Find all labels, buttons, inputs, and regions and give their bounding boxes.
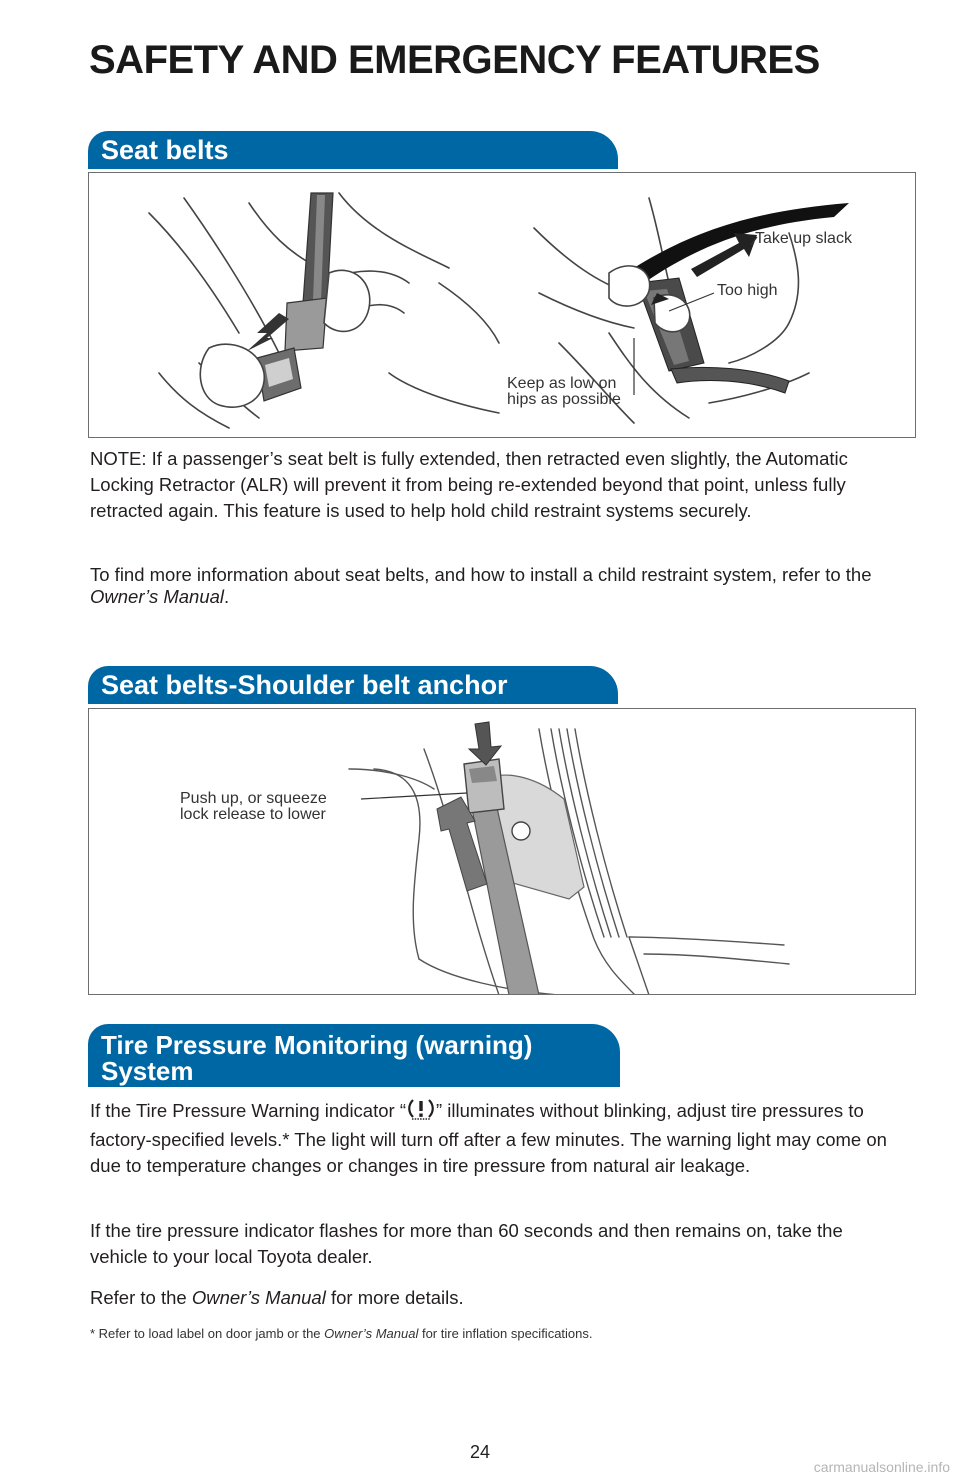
section-header-label xyxy=(101,1032,532,1084)
callout-too-high: Too high xyxy=(717,282,778,299)
seat-belt-illustration xyxy=(88,172,916,438)
footnote-suffix: for tire inflation specifications. xyxy=(421,1326,593,1341)
callout-take-up-slack: Take up slack xyxy=(755,230,852,247)
tpms-para3-manual: Owner’s Manual xyxy=(191,1287,326,1308)
seat-belt-note: NOTE: If a passenger’s seat belt is fully extended, then retracted even slightly, the Automatic Locking Retractor (ALR) will prevent it from being re-extended beyond that point, unless fully retracted again. This feature is used to help hold child restraint systems securely. xyxy=(90,448,848,521)
tpms-para3-prefix: Refer to the xyxy=(90,1287,187,1308)
more-info-suffix: . xyxy=(224,586,230,607)
watermark: carmanualsonline.info xyxy=(813,1459,950,1475)
section-header-label: Seat belts xyxy=(101,135,229,165)
section-header-seat-belts xyxy=(88,131,618,169)
more-info-prefix: To find more information about seat belts, and how to install a child restraint system, refer to the xyxy=(90,564,872,585)
callout-keep-low-line2: hips as possible xyxy=(507,391,621,408)
tpms-para1-suffix: ” illuminates without blinking, adjust tire pressures to factory-specified levels.* The light will turn off after a few minutes. The warning light may come on due to temperature changes or changes in tire pressure from natural air leakage. xyxy=(90,1100,887,1176)
more-info-manual: Owner’s Manual xyxy=(90,586,225,607)
tpms-header-line1: Tire Pressure Monitoring (warning) xyxy=(101,1030,533,1060)
tpms-para3-suffix: for more details. xyxy=(330,1287,464,1308)
seat-belt-more-info xyxy=(90,564,900,608)
seat-belt-drawing xyxy=(89,173,916,438)
tpms-header-line2: System xyxy=(101,1056,194,1086)
section-header-shoulder-anchor xyxy=(88,666,618,704)
callout-push-up-line2: lock release to lower xyxy=(180,806,326,823)
page-number: 24 xyxy=(469,1442,491,1462)
tpms-para1-prefix: If the Tire Pressure Warning indicator “ xyxy=(90,1100,406,1121)
section-header-tpms xyxy=(88,1024,620,1087)
shoulder-anchor-illustration xyxy=(88,708,916,995)
shoulder-anchor-drawing xyxy=(89,709,916,995)
tire-pressure-warning-icon xyxy=(406,1098,436,1127)
callout-push-up-line1: Push up, or squeeze xyxy=(180,790,327,807)
tpms-paragraph-3 xyxy=(90,1285,900,1311)
footnote-manual: Owner’s Manual xyxy=(324,1326,419,1341)
footnote-prefix: * Refer to load label on door jamb or the xyxy=(90,1326,321,1341)
page-title: SAFETY AND EMERGENCY FEATURES xyxy=(89,38,820,82)
tpms-paragraph-1 xyxy=(90,1098,900,1179)
section-header-label: Seat belts-Shoulder belt anchor xyxy=(101,670,508,700)
tpms-footnote xyxy=(90,1326,593,1341)
tpms-paragraph-2: If the tire pressure indicator flashes for more than 60 seconds and then remains on, take the vehicle to your local Toyota dealer. xyxy=(90,1220,843,1267)
callout-keep-low-line1: Keep as low on xyxy=(507,375,617,392)
